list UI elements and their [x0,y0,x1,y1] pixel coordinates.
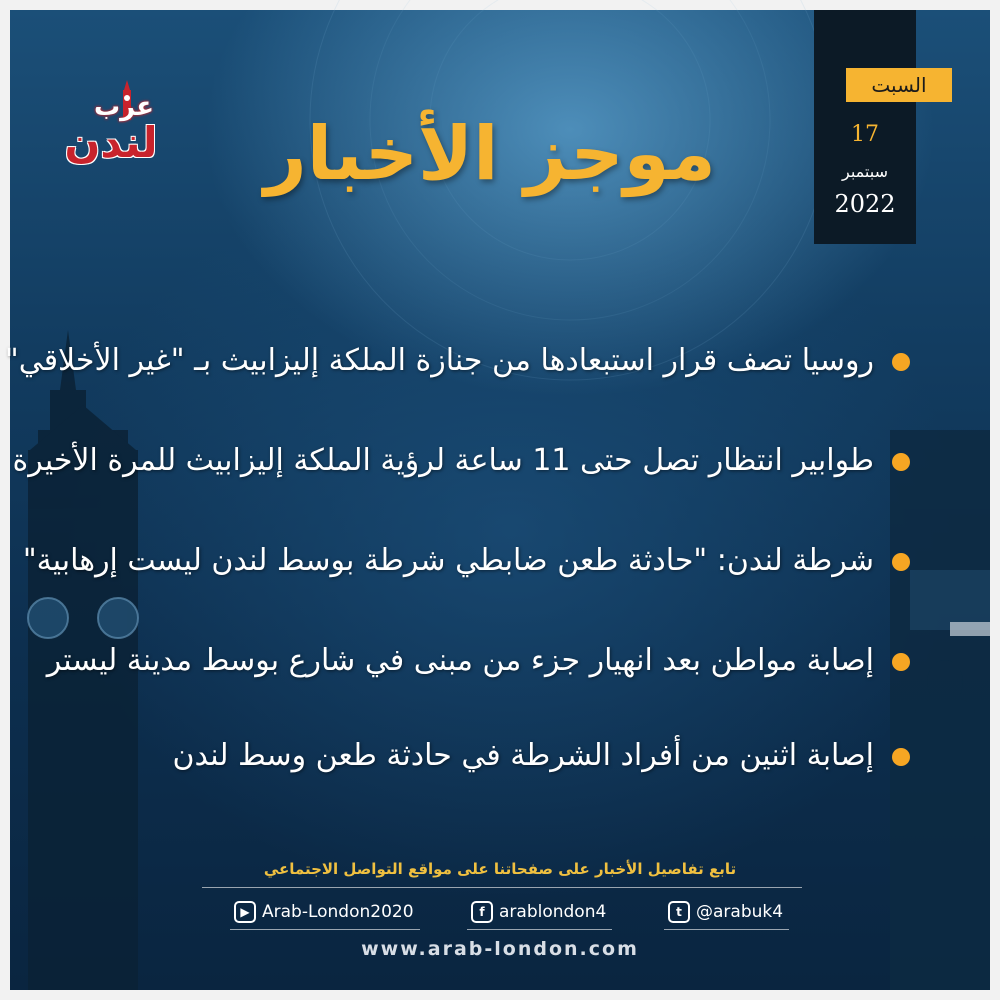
twitter-icon: t [668,901,690,923]
bullet-icon [892,353,910,371]
headline-text: شرطة لندن: "حادثة طعن ضابطي شرطة بوسط لندن ليست إرهابية" [22,543,874,578]
date-month: سبتمبر [842,162,888,181]
facebook-handle: arablondon4 [499,901,607,922]
arab-london-logo [56,80,166,180]
news-card [4,10,990,990]
headline-text: طوابير انتظار تصل حتى 11 ساعة لرؤية الملكة إليزابيث للمرة الأخيرة [12,443,874,478]
bullet-icon [892,453,910,471]
bullet-icon [892,748,910,766]
date-day: 17 [851,122,879,147]
page-title: موجز الأخبار [264,111,716,197]
date-panel [814,10,927,244]
day-name-badge: السبت [846,68,952,102]
headline-item [70,730,910,790]
facebook-icon: f [471,901,493,923]
facebook-link[interactable] [467,898,612,930]
date-year: 2022 [834,190,896,218]
bullet-icon [892,553,910,571]
social-links [202,898,802,934]
headline-text: روسيا تصف قرار استبعادها من جنازة الملكة إليزابيث بـ "غير الأخلاقي" [4,343,874,378]
footer-divider [202,887,802,888]
youtube-handle: Arab-London2020 [262,901,414,922]
headline-item [4,335,910,395]
twitter-handle: @arabuk4 [696,901,784,922]
follow-us-text: تابع تفاصيل الأخبار على صفحاتنا على مواقع التواصل الاجتماعي [263,860,737,878]
youtube-link[interactable] [230,898,420,930]
logo-main-text: لندن [64,118,158,167]
bullet-icon [892,653,910,671]
website-link[interactable]: www.arab-london.com [361,938,639,960]
logo-top-text: عرب [93,92,154,122]
twitter-link[interactable] [664,898,789,930]
headline-text: إصابة اثنين من أفراد الشرطة في حادثة طعن وسط لندن [172,738,874,773]
headline-item [22,535,910,595]
headline-item [46,635,910,695]
headline-text: إصابة مواطن بعد انهيار جزء من مبنى في شارع بوسط مدينة ليستر [46,643,874,678]
headline-item [12,435,910,495]
youtube-icon: ▶ [234,901,256,923]
